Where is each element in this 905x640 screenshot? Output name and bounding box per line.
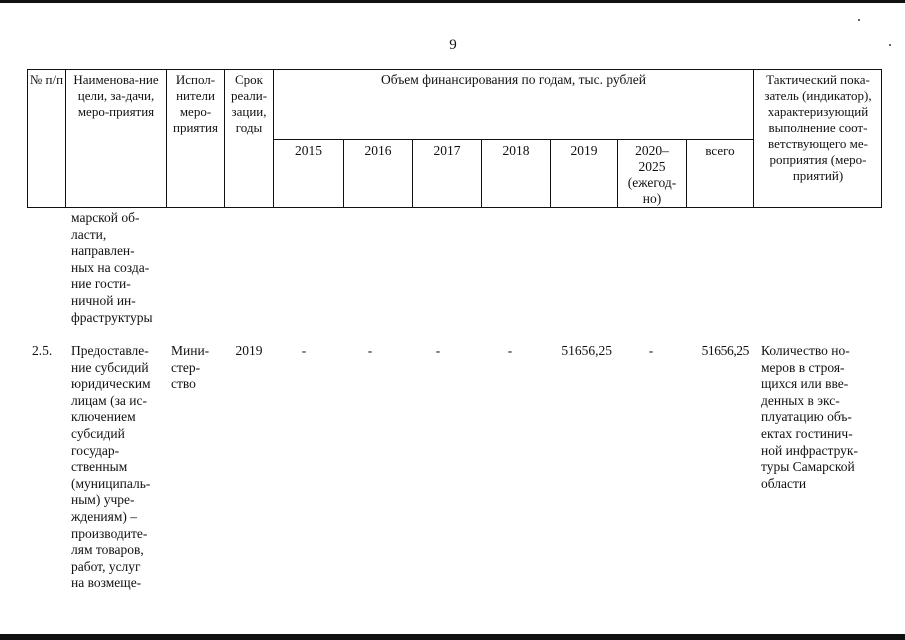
header-executor: Испол-нители меро-приятия	[172, 72, 218, 135]
header-term: Срок реали-зации, годы	[230, 72, 268, 135]
row-indicator: Количество но- меров в строя- щихся или вве- денных в экс- плуатацию объ- ектах гостинич- ной инфраструк- туры Самарской области	[761, 343, 858, 491]
header-indicator: Тактический пока-затель (индикатор), характеризующий выполнение соот-ветствующего ме-роприятия (меро-приятий)	[764, 72, 872, 183]
header-name: Наименова-ние цели, за-дачи, меро-приятия	[73, 72, 159, 119]
row-executor: Мини- стер- ство	[171, 343, 210, 392]
row-number: 2.5.	[32, 343, 53, 358]
header-year: 2019	[570, 143, 598, 158]
header-year: 2018	[502, 143, 530, 158]
header-year: 2015	[295, 143, 322, 158]
header-year-range: 2020–2025 (ежегод-но)	[627, 143, 677, 206]
row-value-2015: -	[301, 343, 307, 358]
row-name: Предоставле- ние субсидий юридическим лицам (за ис- ключением субсидий государ- ственным (муниципаль- ным) учре- ждениям) – производите- лям товаров, работ, услуг на возмеще-	[71, 343, 151, 591]
page-number: 9	[449, 37, 457, 53]
header-funding: Объем финансирования по годам, тыс. рублей	[381, 72, 646, 87]
header-year: 2016	[364, 143, 392, 158]
row-value-2018: -	[507, 343, 513, 358]
continued-row-text: марской об- ласти, направлен- ных на созда- ние гости- ничной ин- фраструктуры	[71, 210, 153, 325]
row-value-2016: -	[367, 343, 373, 358]
header-year: 2017	[433, 143, 461, 158]
row-value-2020-2025: -	[648, 343, 654, 358]
row-value-total: 51656,25	[701, 343, 749, 358]
row-value-2019: 51656,25	[561, 343, 612, 358]
header-total: всего	[705, 143, 735, 158]
row-value-2017: -	[435, 343, 441, 358]
row-term: 2019	[235, 343, 263, 358]
header-number: № п/п	[29, 72, 64, 87]
